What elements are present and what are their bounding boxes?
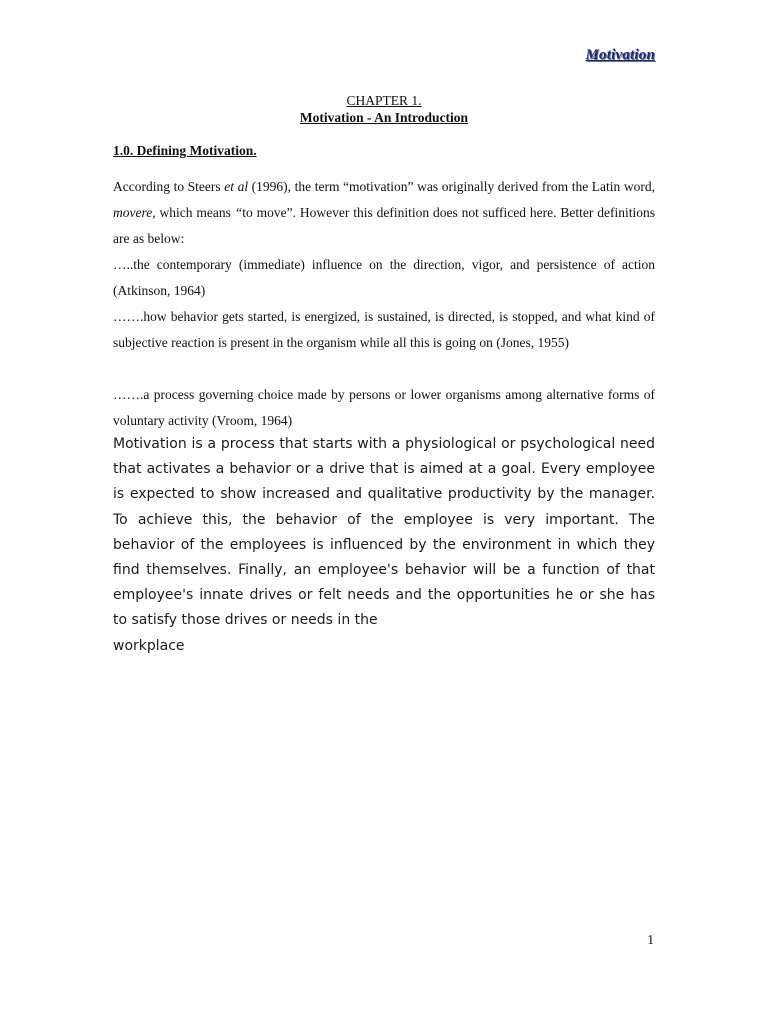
definition-item (113, 252, 655, 304)
intro-text-part2: (1996), the term “motivation” was originally derived from the Latin word, (248, 179, 655, 194)
definition-item (113, 382, 655, 434)
body-paragraph (113, 432, 655, 659)
intro-citation-italic: et al (224, 179, 249, 194)
section-heading: 1.0. Defining Motivation. (113, 143, 257, 158)
chapter-number: CHAPTER 1. (346, 93, 422, 108)
body-paragraph-text: Motivation is a process that starts with a physiological or psychological need that activates a behavior or a drive that is aimed at a goal. Every employee is expected to show increased and qualitative productivity by the manager. To achieve this, the behavior of the employee is very important. The behavior of the employees is influenced by the environment in which they find themselves. Finally, an employee's behavior will be a function of that employee's innate drives or felt needs and the opportunities he or she has to satisfy those drives or needs in the (113, 436, 655, 629)
intro-paragraph (113, 174, 655, 252)
definition-item (113, 304, 655, 356)
definition-text: …..the contemporary (immediate) influence on the direction, vigor, and persistence of action (Atkinson, 1964) (113, 257, 655, 298)
definition-text: …….a process governing choice made by persons or lower organisms among alternative forms of voluntary activity (Vroom, 1964) (113, 387, 655, 428)
chapter-heading-block (0, 92, 768, 126)
intro-word-italic: movere, (113, 205, 156, 220)
intro-text-part3: which means (155, 205, 235, 220)
intro-quote-italic: “ (234, 205, 243, 220)
running-header-title: Motivation (585, 47, 655, 63)
definition-text: …….how behavior gets started, is energized, is sustained, is directed, is stopped, and what kind of subjective reaction is present in the organism while all this is going on (Jones, 1955) (113, 309, 655, 350)
intro-text-part4: to move”. However this definition does not sufficed here. Better definitions are as below: (113, 205, 655, 246)
intro-text-part1: According to Steers (113, 179, 225, 194)
page-number: 1 (647, 932, 654, 947)
chapter-title: Motivation - An Introduction (299, 110, 469, 125)
body-paragraph-last-line: workplace (113, 637, 185, 654)
